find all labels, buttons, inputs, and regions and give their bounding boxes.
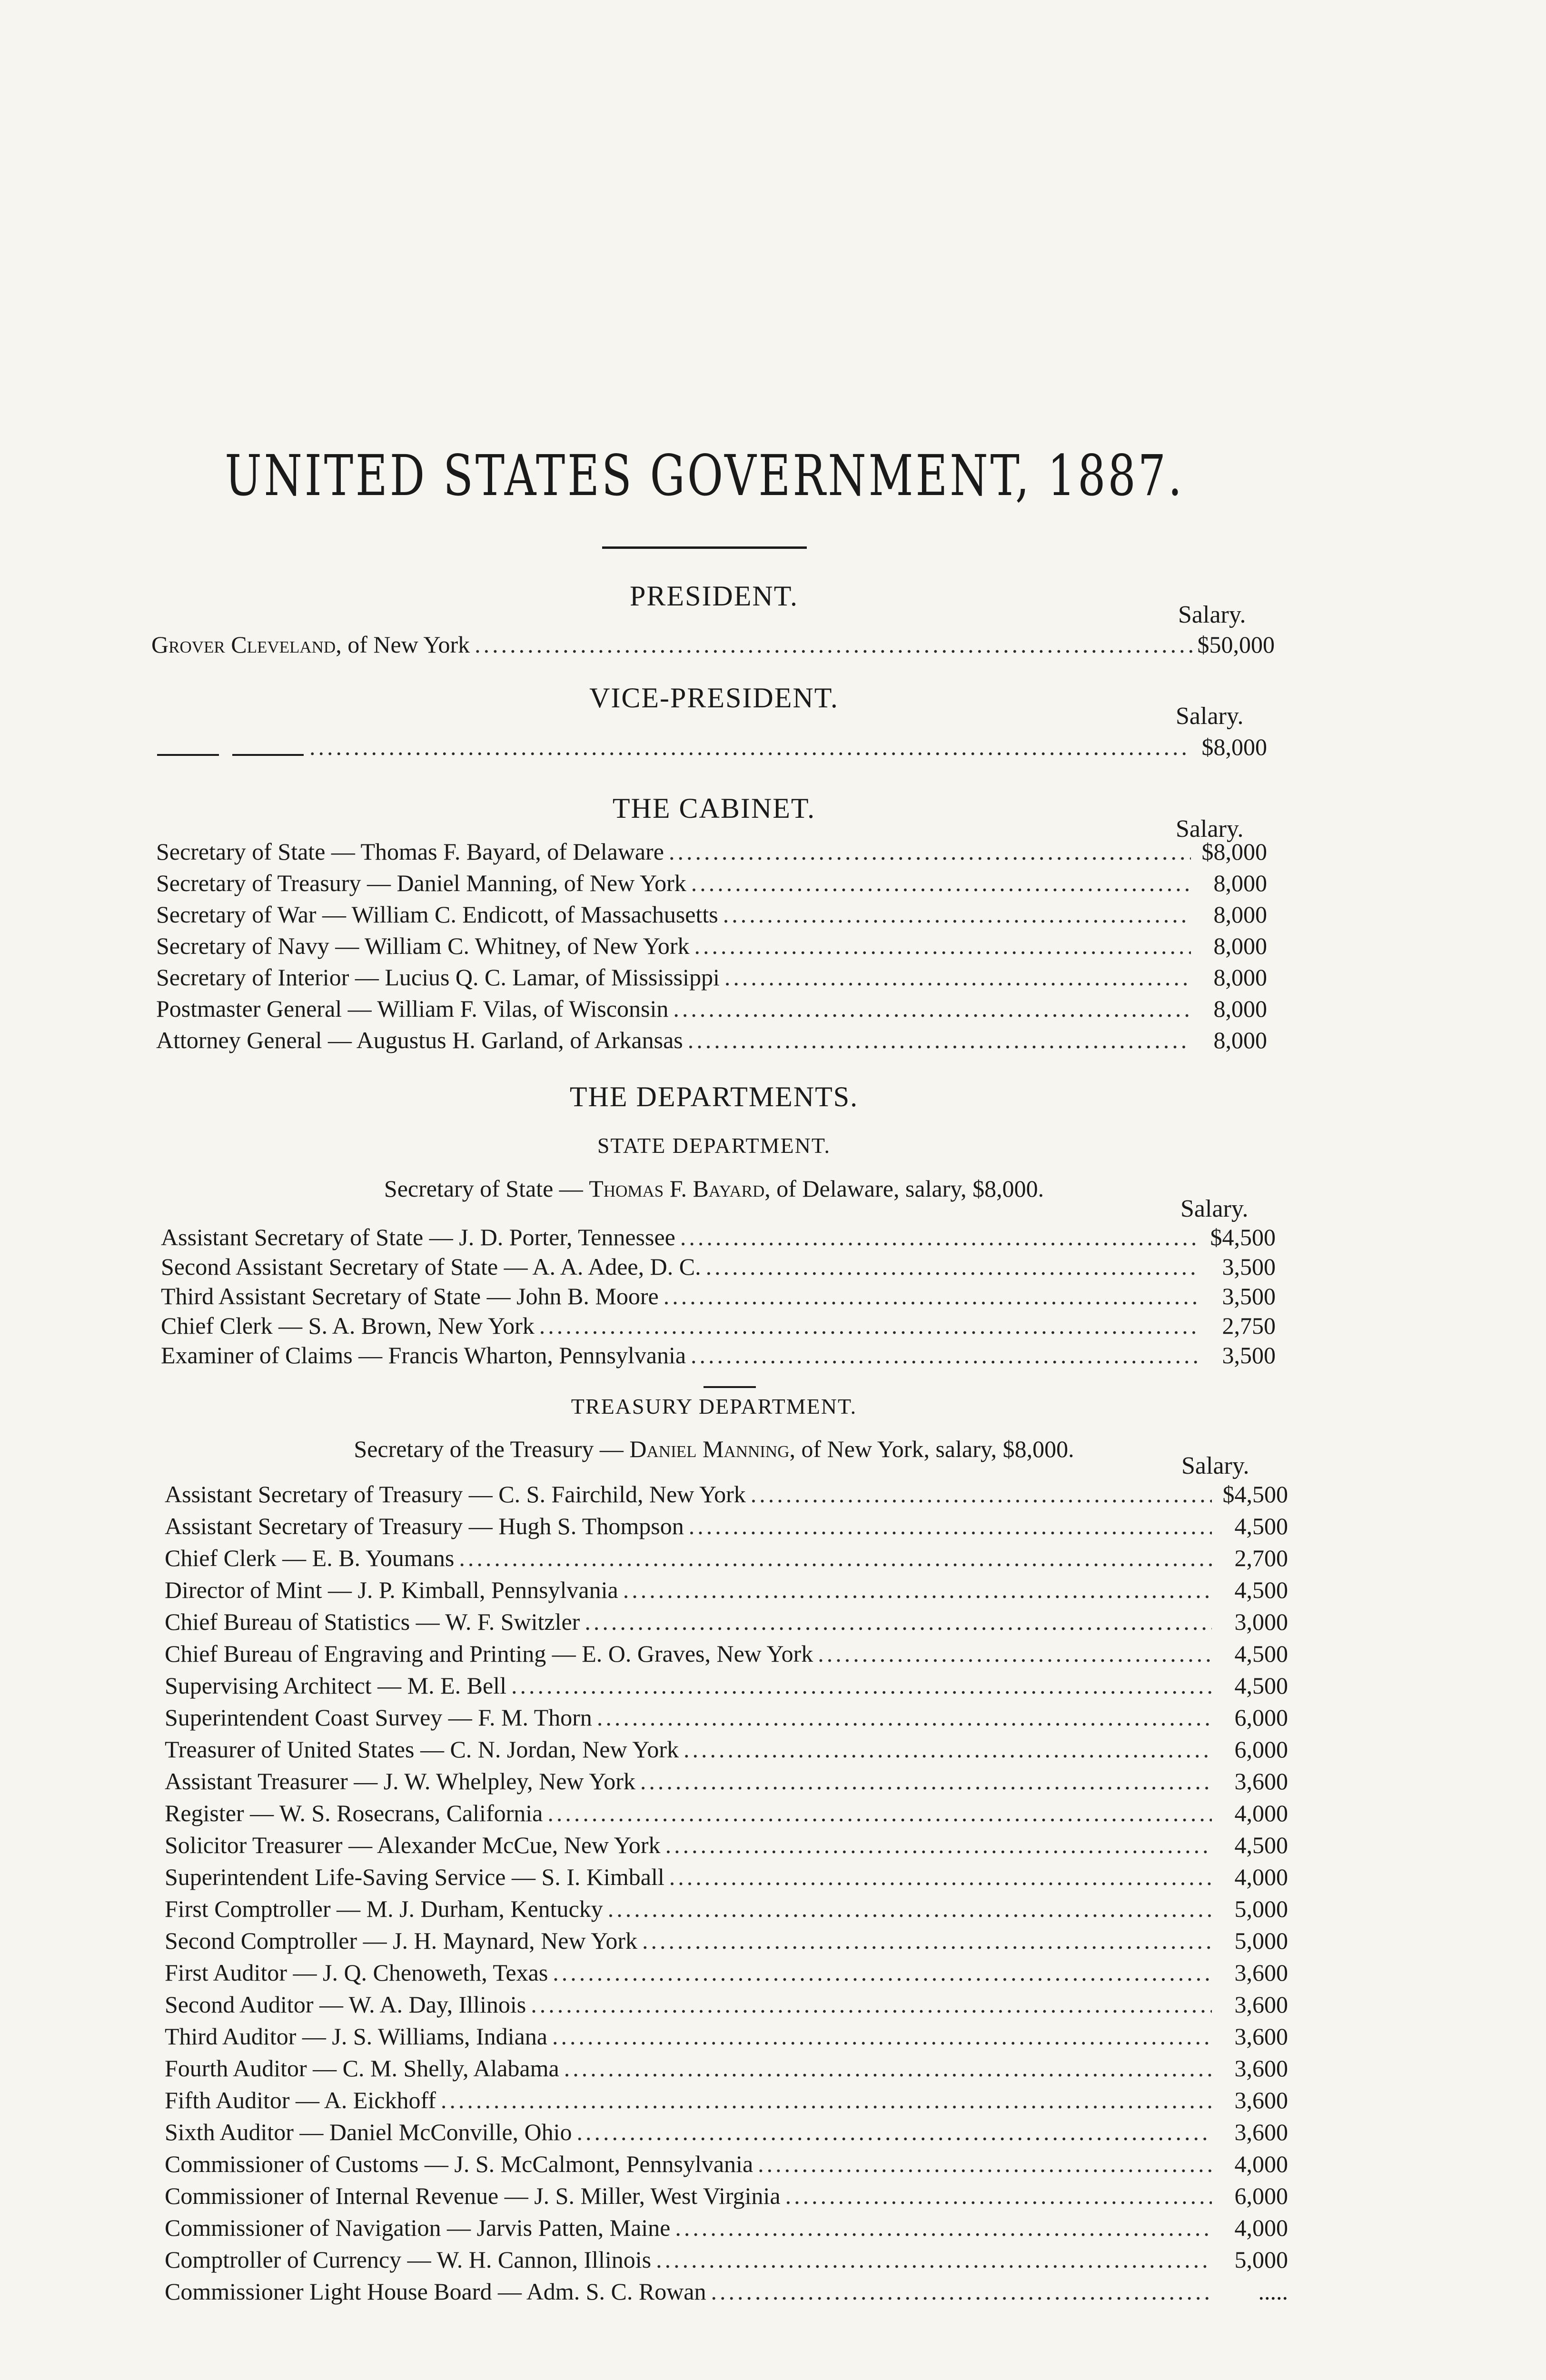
entry-salary: 2,750 [1222,1312,1276,1339]
list-item [165,1544,1288,1572]
leader-dots [711,2278,1212,2305]
entry-text: Attorney General — Augustus H. Garland, of Arkansas [156,1027,683,1053]
entry-text: Commissioner of Internal Revenue — J. S. Miller, West Virginia [165,2182,781,2209]
entry-salary: 3,600 [1234,1991,1288,2018]
list-item [165,1480,1288,1508]
list-item [165,2150,1288,2178]
leader-dots [553,1959,1212,1986]
entry-salary: 8,000 [1213,901,1267,928]
entry-salary: 3,600 [1234,2087,1288,2113]
list-item [165,1799,1288,1827]
entry-text: Second Auditor — W. A. Day, Illinois [165,1991,526,2018]
leader-dots [623,1576,1212,1604]
list-item [165,2118,1288,2146]
leader-dots [785,2182,1212,2210]
treasury-department-heading: TREASURY DEPARTMENT. [571,1394,857,1418]
list-item [161,1341,1276,1369]
leader-dots [664,1282,1199,1310]
leader-dots [539,1312,1199,1339]
vice-president-row [305,733,1267,761]
entry-salary: 4,500 [1234,1640,1288,1667]
leader-dots [680,1223,1199,1251]
list-item [165,1959,1288,1986]
entry-text: Commissioner Light House Board — Adm. S. C. Rowan [165,2278,706,2305]
list-item [156,963,1267,991]
leader-dots [608,1895,1212,1923]
list-item [165,2214,1288,2241]
leader-dots [309,733,1191,761]
entry-salary: 4,000 [1234,2151,1288,2177]
list-item [156,869,1267,897]
departments-heading: THE DEPARTMENTS. [569,1081,859,1112]
list-item [165,1735,1288,1763]
treasury-salary-label: Salary. [1181,1452,1249,1479]
treasury-secretary-line: Secretary of the Treasury — Daniel Manning, of New York, salary, $8,000. [354,1436,1074,1462]
vacant-name-line [232,754,304,756]
entry-text: Solicitor Treasurer — Alexander McCue, New York [165,1832,661,1858]
leader-dots [642,1927,1212,1954]
list-item [165,2054,1288,2082]
leader-dots [673,995,1191,1022]
leader-dots [552,2023,1212,2050]
entry-salary: 5,000 [1234,2246,1288,2273]
state-salary-label: Salary. [1180,1195,1249,1222]
leader-dots [511,1672,1212,1699]
list-item [165,1895,1288,1923]
entry-text: First Auditor — J. Q. Chenoweth, Texas [165,1959,548,1986]
entry-text: Secretary of Interior — Lucius Q. C. Lamar, of Mississippi [156,964,720,991]
president-salary: $50,000 [1197,631,1275,658]
state-department-heading: STATE DEPARTMENT. [597,1133,831,1158]
entry-text: Chief Bureau of Engraving and Printing — E. O. Graves, New York [165,1640,813,1667]
entry-salary: 3,600 [1234,1768,1288,1795]
leader-dots [665,1831,1212,1859]
leader-dots [691,1341,1199,1369]
list-item [165,1608,1288,1636]
leader-dots [475,631,1192,658]
list-item [161,1253,1276,1280]
leader-dots [689,1512,1212,1540]
entry-text: Secretary of Treasury — Daniel Manning, of New York [156,870,686,896]
state-secretary-name: Thomas F. Bayard [589,1175,765,1202]
entry-salary: 3,600 [1234,2119,1288,2145]
entry-salary: 2,700 [1234,1545,1288,1571]
leader-dots [669,838,1191,865]
list-item [165,1640,1288,1667]
leader-dots [691,869,1191,897]
cabinet-salary-label: Salary. [1176,815,1244,843]
entry-salary: 8,000 [1213,932,1267,959]
leader-dots [723,901,1191,928]
list-item [165,1927,1288,1954]
entry-text: Secretary of State — Thomas F. Bayard, of Delaware [156,838,664,865]
entry-text: Comptroller of Currency — W. H. Cannon, Illinois [165,2246,652,2273]
entry-salary: 8,000 [1213,995,1267,1022]
page-title: UNITED STATES GOVERNMENT, 1887. [225,443,1184,508]
entry-text: Fourth Auditor — C. M. Shelly, Alabama [165,2055,559,2082]
entry-salary: 4,500 [1234,1513,1288,1539]
president-origin: , of New York [336,631,470,658]
entry-text: Chief Clerk — S. A. Brown, New York [161,1312,535,1339]
entry-salary: 4,500 [1234,1577,1288,1603]
leader-dots [694,932,1191,960]
leader-dots [531,1991,1212,2018]
entry-text: Postmaster General — William F. Vilas, of Wisconsin [156,995,669,1022]
list-item [161,1223,1276,1251]
list-item [156,995,1267,1022]
president-name: Grover Cleveland [151,631,336,658]
entry-salary: 4,000 [1234,1800,1288,1826]
list-item [165,2086,1288,2114]
leader-dots [597,1704,1212,1731]
list-item [165,1672,1288,1699]
entry-salary: 6,000 [1234,1704,1288,1731]
list-item [165,1576,1288,1604]
entry-salary: 3,000 [1234,1608,1288,1635]
entry-salary: 8,000 [1213,964,1267,991]
vacant-name-line [157,754,219,756]
list-item [165,1863,1288,1891]
entry-salary: 4,500 [1234,1832,1288,1858]
list-item [165,2278,1288,2305]
entry-text: Assistant Secretary of Treasury — C. S. Fairchild, New York [165,1481,746,1507]
leader-dots [547,1799,1212,1827]
entry-text: Commissioner of Customs — J. S. McCalmont, Pennsylvania [165,2151,753,2177]
entry-salary: 4,500 [1234,1672,1288,1699]
list-item [161,1312,1276,1339]
entry-text: Secretary of War — William C. Endicott, of Massachusetts [156,901,718,928]
leader-dots [585,1608,1212,1636]
list-item [165,1831,1288,1859]
entry-salary: 3,500 [1222,1342,1276,1368]
entry-text: Chief Bureau of Statistics — W. F. Switzler [165,1608,580,1635]
entry-text: Supervising Architect — M. E. Bell [165,1672,506,1699]
entry-text: Director of Mint — J. P. Kimball, Pennsylvania [165,1577,618,1603]
entry-salary: $4,500 [1210,1224,1276,1250]
leader-dots [640,1767,1212,1795]
entry-text: Secretary of Navy — William C. Whitney, of New York [156,932,690,959]
entry-salary: 6,000 [1234,1736,1288,1763]
leader-dots [564,2054,1212,2082]
entry-salary: $4,500 [1222,1481,1288,1507]
list-item [165,2023,1288,2050]
entry-text: Superintendent Life-Saving Service — S. I. Kimball [165,1864,664,1890]
list-item [156,901,1267,928]
list-item [165,1767,1288,1795]
leader-dots [818,1640,1212,1667]
leader-dots [441,2086,1212,2114]
entry-salary: 4,000 [1234,2214,1288,2241]
leader-dots [577,2118,1212,2146]
president-salary-label: Salary. [1178,601,1246,628]
leader-dots [758,2150,1212,2178]
vice-president-salary-label: Salary. [1176,703,1244,730]
leader-dots [669,1863,1212,1891]
entry-text: Chief Clerk — E. B. Youmans [165,1545,455,1571]
entry-text: Second Comptroller — J. H. Maynard, New York [165,1927,637,1954]
leader-dots [684,1735,1212,1763]
entry-text: Treasurer of United States — C. N. Jordan, New York [165,1736,679,1763]
leader-dots [751,1480,1212,1508]
list-item [156,838,1267,865]
leader-dots [706,1253,1199,1280]
entry-salary: 3,500 [1222,1283,1276,1309]
entry-text: Register — W. S. Rosecrans, California [165,1800,543,1826]
entry-salary: 5,000 [1234,1895,1288,1922]
treasury-rule [704,1386,756,1388]
list-item [165,1991,1288,2018]
entry-salary: $8,000 [1201,838,1267,865]
entry-salary: 8,000 [1213,1027,1267,1053]
entry-salary: 8,000 [1213,870,1267,896]
entry-salary: 3,600 [1234,2023,1288,2050]
title-rule [602,546,807,549]
entry-salary: 3,600 [1234,2055,1288,2082]
entry-salary: 3,600 [1234,1959,1288,1986]
entry-text: Fifth Auditor — A. Eickhoff [165,2087,436,2113]
state-secretary-line: Secretary of State — Thomas F. Bayard, of Delaware, salary, $8,000. [384,1175,1044,1202]
leader-dots [675,2214,1212,2241]
vice-president-heading: VICE-PRESIDENT. [589,682,839,714]
president-row [151,631,1275,658]
entry-text: Commissioner of Navigation — Jarvis Patten, Maine [165,2214,671,2241]
entry-text: Assistant Treasurer — J. W. Whelpley, New York [165,1768,635,1795]
list-item [165,1704,1288,1731]
entry-text: Second Assistant Secretary of State — A. A. Adee, D. C. [161,1253,701,1280]
entry-text: Superintendent Coast Survey — F. M. Thorn [165,1704,592,1731]
list-item [156,1026,1267,1054]
entry-text: First Comptroller — M. J. Durham, Kentucky [165,1895,603,1922]
entry-text: Sixth Auditor — Daniel McConville, Ohio [165,2119,572,2145]
entry-text: Examiner of Claims — Francis Wharton, Pennsylvania [161,1342,686,1368]
list-item [165,2246,1288,2273]
leader-dots [724,963,1191,991]
treasury-secretary-name: Daniel Manning [629,1436,790,1462]
list-item [165,2182,1288,2210]
entry-salary: ..... [1258,2278,1288,2305]
president-heading: PRESIDENT. [630,580,798,612]
vice-president-salary: $8,000 [1201,734,1267,760]
entry-text: Assistant Secretary of State — J. D. Porter, Tennessee [161,1224,675,1250]
entry-text: Assistant Secretary of Treasury — Hugh S. Thompson [165,1513,684,1539]
list-item [156,932,1267,960]
list-item [165,1512,1288,1540]
entry-salary: 5,000 [1234,1927,1288,1954]
list-item [161,1282,1276,1310]
entry-text: Third Assistant Secretary of State — John B. Moore [161,1283,659,1309]
entry-salary: 3,500 [1222,1253,1276,1280]
entry-text: Third Auditor — J. S. Williams, Indiana [165,2023,547,2050]
leader-dots [459,1544,1212,1572]
leader-dots [688,1026,1191,1054]
leader-dots [656,2246,1212,2273]
entry-salary: 6,000 [1234,2182,1288,2209]
entry-salary: 4,000 [1234,1864,1288,1890]
cabinet-heading: THE CABINET. [612,793,816,824]
